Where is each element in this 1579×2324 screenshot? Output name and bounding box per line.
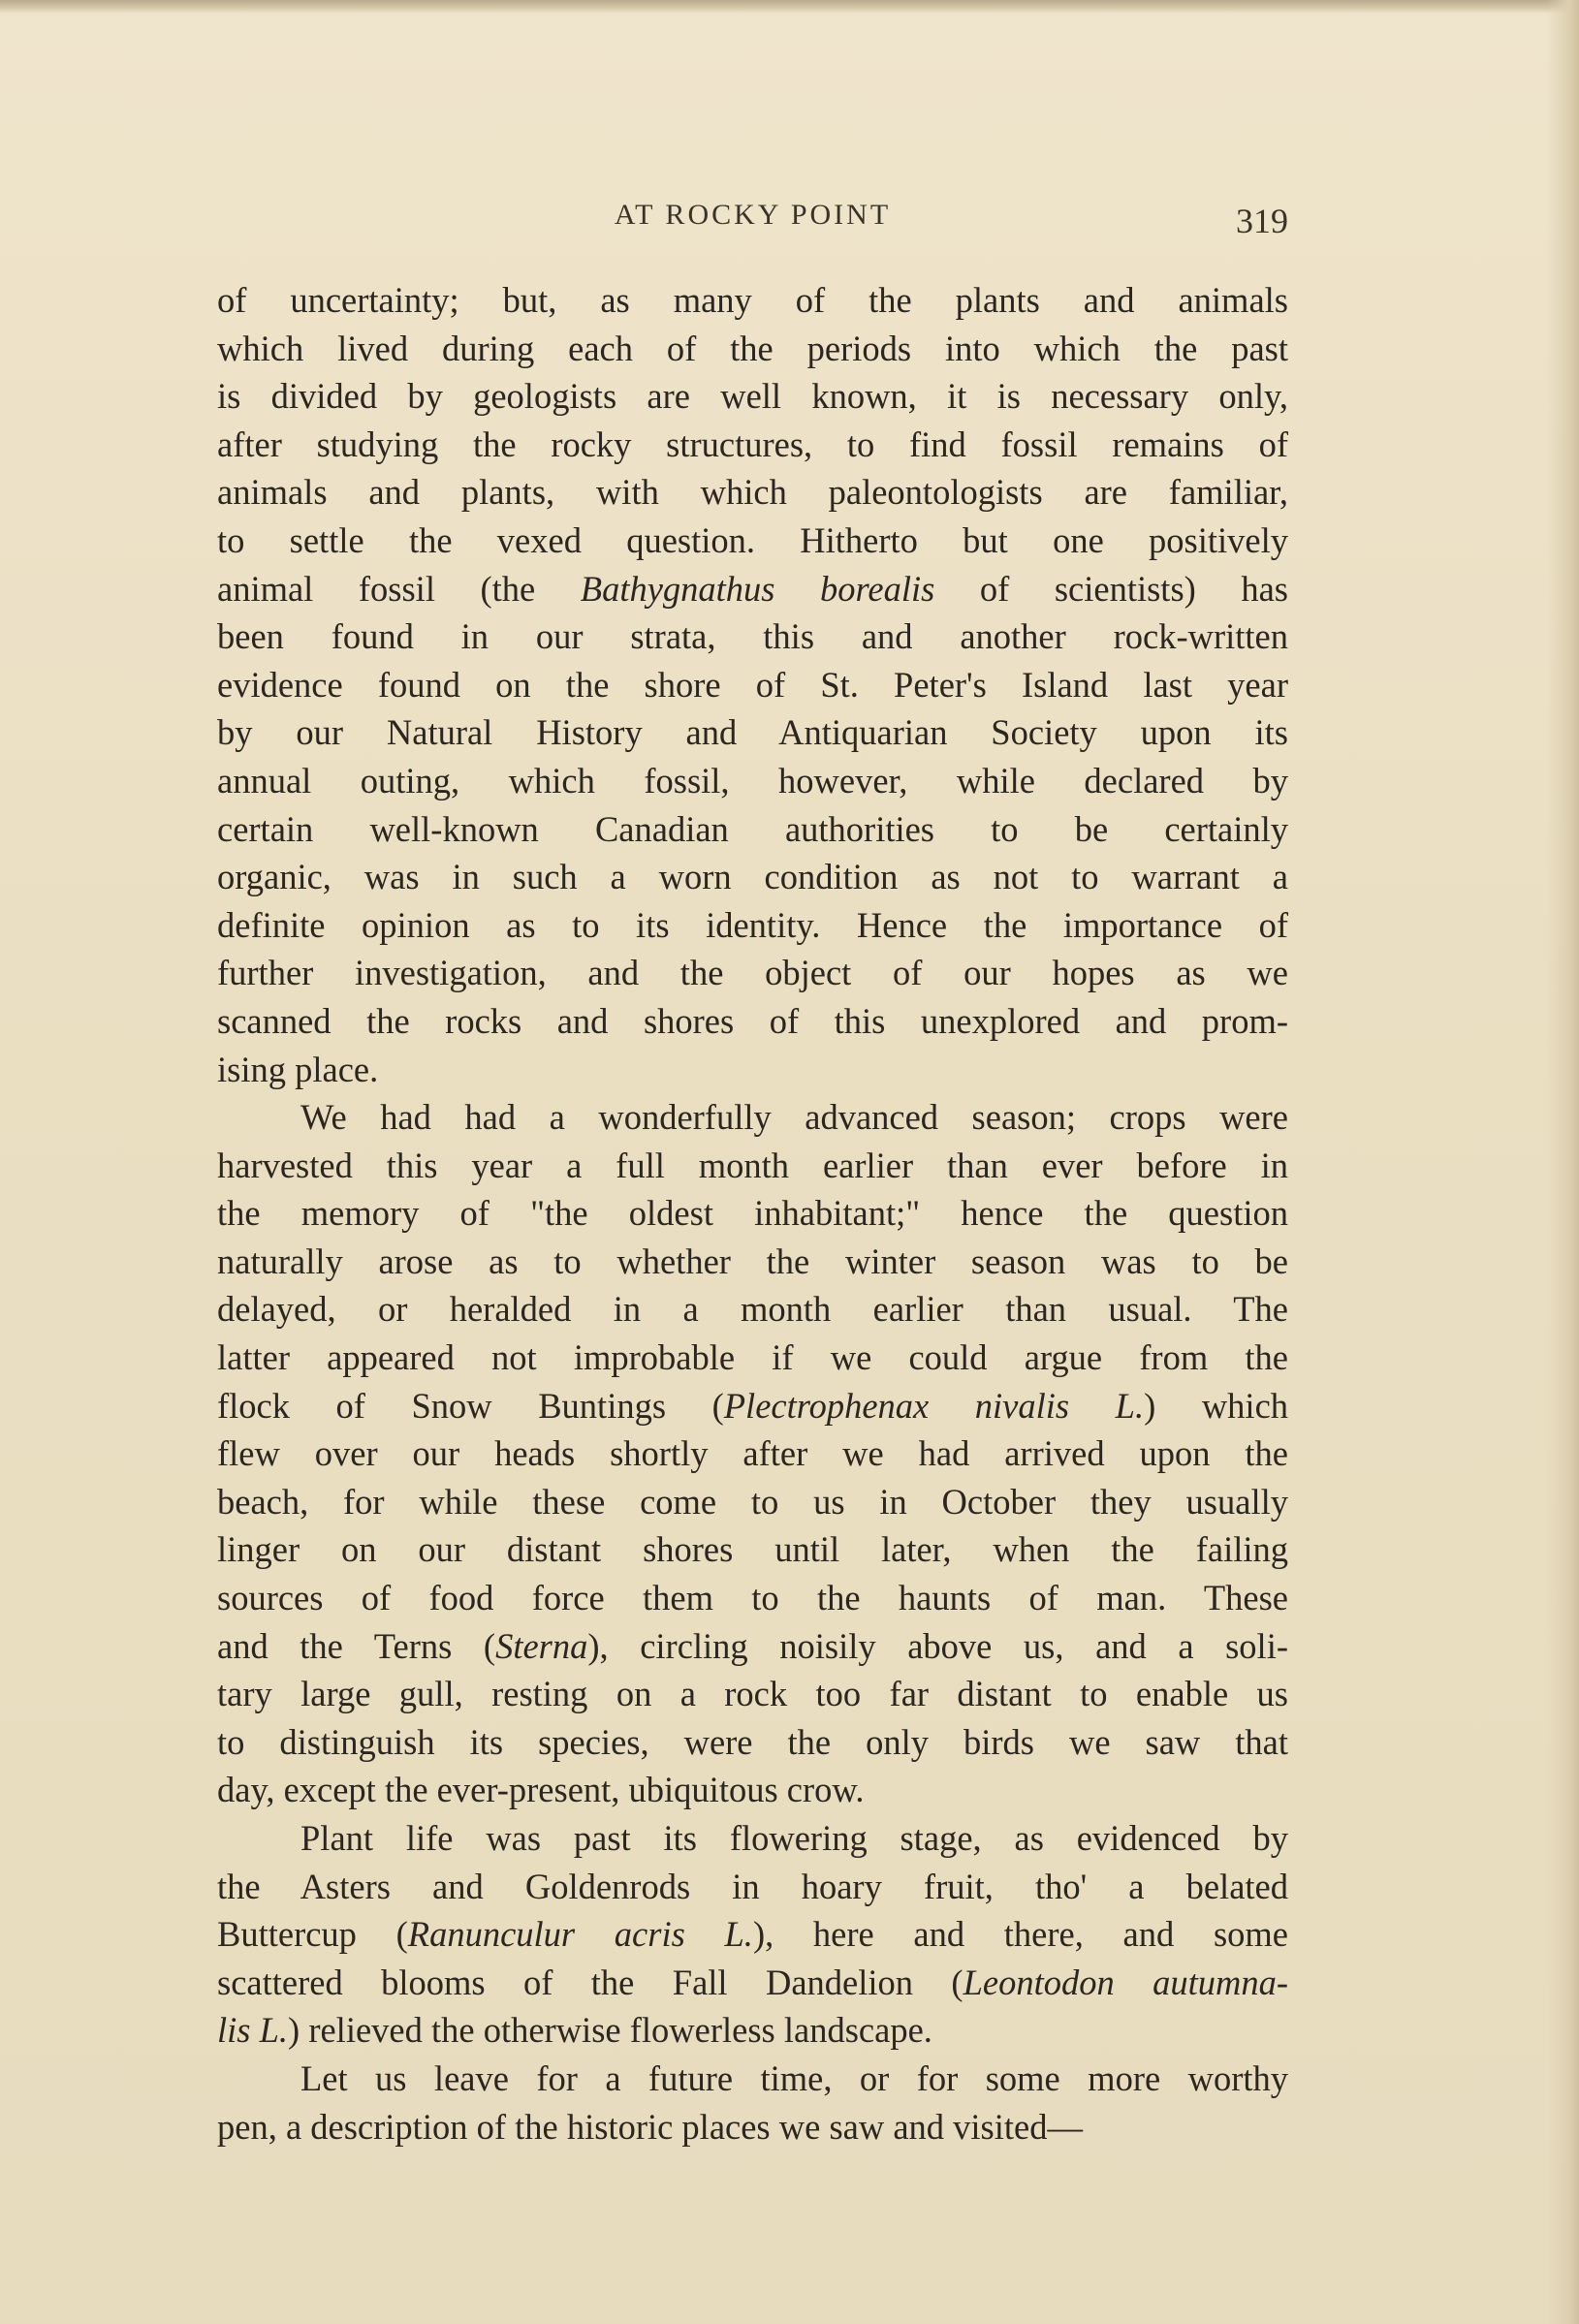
text-line — [217, 1189, 1288, 1238]
text-line — [217, 2055, 1288, 2103]
text-line — [217, 517, 1288, 565]
text-line — [217, 949, 1288, 997]
text-run: to settle the vexed question. Hitherto but one positively — [217, 519, 1288, 560]
text-run: evidence found on the shore of St. Peter's Island last year — [217, 664, 1288, 705]
text-run: flock of Snow Buntings ( — [217, 1385, 724, 1426]
text-run: naturally arose as to whether the winter season was to be — [217, 1241, 1288, 1281]
text-run: sources of food force them to the haunts of man. These — [217, 1578, 1288, 1618]
text-line — [217, 757, 1288, 805]
page-top-edge — [0, 0, 1579, 14]
text-line — [217, 1959, 1288, 2007]
running-head: AT ROCKY POINT — [614, 199, 892, 231]
page-number: 319 — [1236, 202, 1288, 240]
text-run: is divided by geologists are well known, it is necessary only, — [217, 376, 1288, 417]
text-run: ) which — [1144, 1385, 1289, 1426]
text-run: We had had a wonderfully advanced season; crops were — [300, 1097, 1288, 1138]
text-line — [217, 1478, 1288, 1526]
text-run: which lived during each of the periods into which the past — [217, 328, 1288, 368]
text-line — [217, 1046, 1288, 1094]
text-line — [217, 805, 1288, 854]
text-line — [217, 997, 1288, 1046]
text-run: ), circling noisily above us, and a soli- — [587, 1625, 1288, 1666]
text-run: after studying the rocky structures, to find fossil remains of — [217, 424, 1288, 464]
italic-term: Leontodon autumna- — [963, 1962, 1289, 2002]
text-run: and the Terns ( — [217, 1625, 496, 1666]
text-line — [217, 1382, 1288, 1430]
text-line — [217, 1285, 1288, 1334]
page-right-edge — [1546, 0, 1579, 2324]
text-line — [217, 565, 1288, 613]
italic-term: Bathygnathus borealis — [580, 568, 935, 609]
text-run: delayed, or heralded in a month earlier than usual. The — [217, 1289, 1288, 1330]
text-line — [217, 468, 1288, 517]
text-run: latter appeared not improbable if we could argue from the — [217, 1337, 1288, 1378]
text-line — [217, 1814, 1288, 1863]
text-run: Plant life was past its flowering stage, as evidenced by — [300, 1818, 1288, 1858]
text-run: flew over our heads shortly after we had arrived upon the — [217, 1433, 1288, 1474]
text-run: of scientists) has — [934, 568, 1288, 609]
text-run: the Asters and Goldenrods in hoary fruit, tho' a belated — [217, 1866, 1288, 1906]
text-line — [217, 372, 1288, 421]
text-run: ), here and there, and some — [752, 1914, 1288, 1955]
text-line — [217, 1525, 1288, 1574]
text-line — [217, 2006, 1288, 2055]
text-run: further investigation, and the object of our hopes as we — [217, 953, 1288, 993]
text-line — [217, 1766, 1288, 1814]
text-run: been found in our strata, this and another rock-written — [217, 616, 1288, 657]
text-line — [217, 1093, 1288, 1142]
text-line — [217, 1670, 1288, 1718]
text-line — [217, 1863, 1288, 1911]
text-run: ising place. — [217, 1049, 379, 1089]
page-body — [217, 276, 1288, 2151]
text-line — [217, 901, 1288, 950]
text-run: ) relieved the otherwise flowerless landscape. — [288, 2010, 932, 2051]
italic-term: Sterna — [495, 1625, 588, 1666]
text-line — [217, 276, 1288, 325]
text-run: Buttercup ( — [217, 1914, 408, 1955]
text-line — [217, 1622, 1288, 1671]
text-run: tary large gull, resting on a rock too far distant to enable us — [217, 1674, 1288, 1714]
text-run: harvested this year a full month earlier than ever before in — [217, 1145, 1288, 1185]
text-run: by our Natural History and Antiquarian Society upon its — [217, 712, 1288, 753]
text-run: linger on our distant shores until later, when the failing — [217, 1529, 1288, 1570]
text-line — [217, 1142, 1288, 1190]
text-line — [217, 853, 1288, 901]
text-line — [217, 421, 1288, 469]
text-run: of uncertainty; but, as many of the plants and animals — [217, 280, 1288, 320]
text-run: definite opinion as to its identity. Hence the importance of — [217, 904, 1288, 945]
text-line — [217, 708, 1288, 757]
text-run: organic, was in such a worn condition as not to warrant a — [217, 857, 1288, 897]
text-run: animals and plants, with which paleontologists are familiar, — [217, 472, 1288, 513]
text-line — [217, 1910, 1288, 1959]
text-line — [217, 1238, 1288, 1286]
text-line — [217, 1574, 1288, 1622]
italic-term: Ranunculur acris L. — [407, 1914, 753, 1955]
paragraph — [217, 2055, 1288, 2151]
text-run: animal fossil (the — [217, 568, 581, 609]
text-line — [217, 612, 1288, 661]
text-line — [217, 661, 1288, 709]
text-run: scanned the rocks and shores of this unexplored and prom- — [217, 1000, 1288, 1041]
paragraph — [217, 1814, 1288, 2055]
paragraph — [217, 1093, 1288, 1814]
italic-term: Plectrophenax nivalis L. — [723, 1385, 1145, 1426]
page-header — [217, 199, 1288, 247]
text-line — [217, 1334, 1288, 1382]
text-run: pen, a description of the historic places we saw and visited— — [217, 2106, 1083, 2147]
text-line — [217, 325, 1288, 373]
text-line — [217, 2103, 1288, 2151]
text-run: to distinguish its species, were the only birds we saw that — [217, 1721, 1288, 1762]
text-run: annual outing, which fossil, however, while declared by — [217, 760, 1288, 801]
text-run: certain well-known Canadian authorities to be certainly — [217, 808, 1288, 849]
paragraph — [217, 276, 1288, 1093]
text-run: the memory of "the oldest inhabitant;" hence the question — [217, 1193, 1288, 1234]
italic-term: lis L. — [217, 2010, 289, 2051]
text-run: scattered blooms of the Fall Dandelion ( — [217, 1962, 963, 2002]
text-line — [217, 1718, 1288, 1767]
text-run: day, except the ever-present, ubiquitous crow. — [217, 1770, 865, 1810]
text-line — [217, 1429, 1288, 1478]
text-run: Let us leave for a future time, or for some more worthy — [300, 2057, 1288, 2098]
text-run: beach, for while these come to us in October they usually — [217, 1481, 1288, 1522]
